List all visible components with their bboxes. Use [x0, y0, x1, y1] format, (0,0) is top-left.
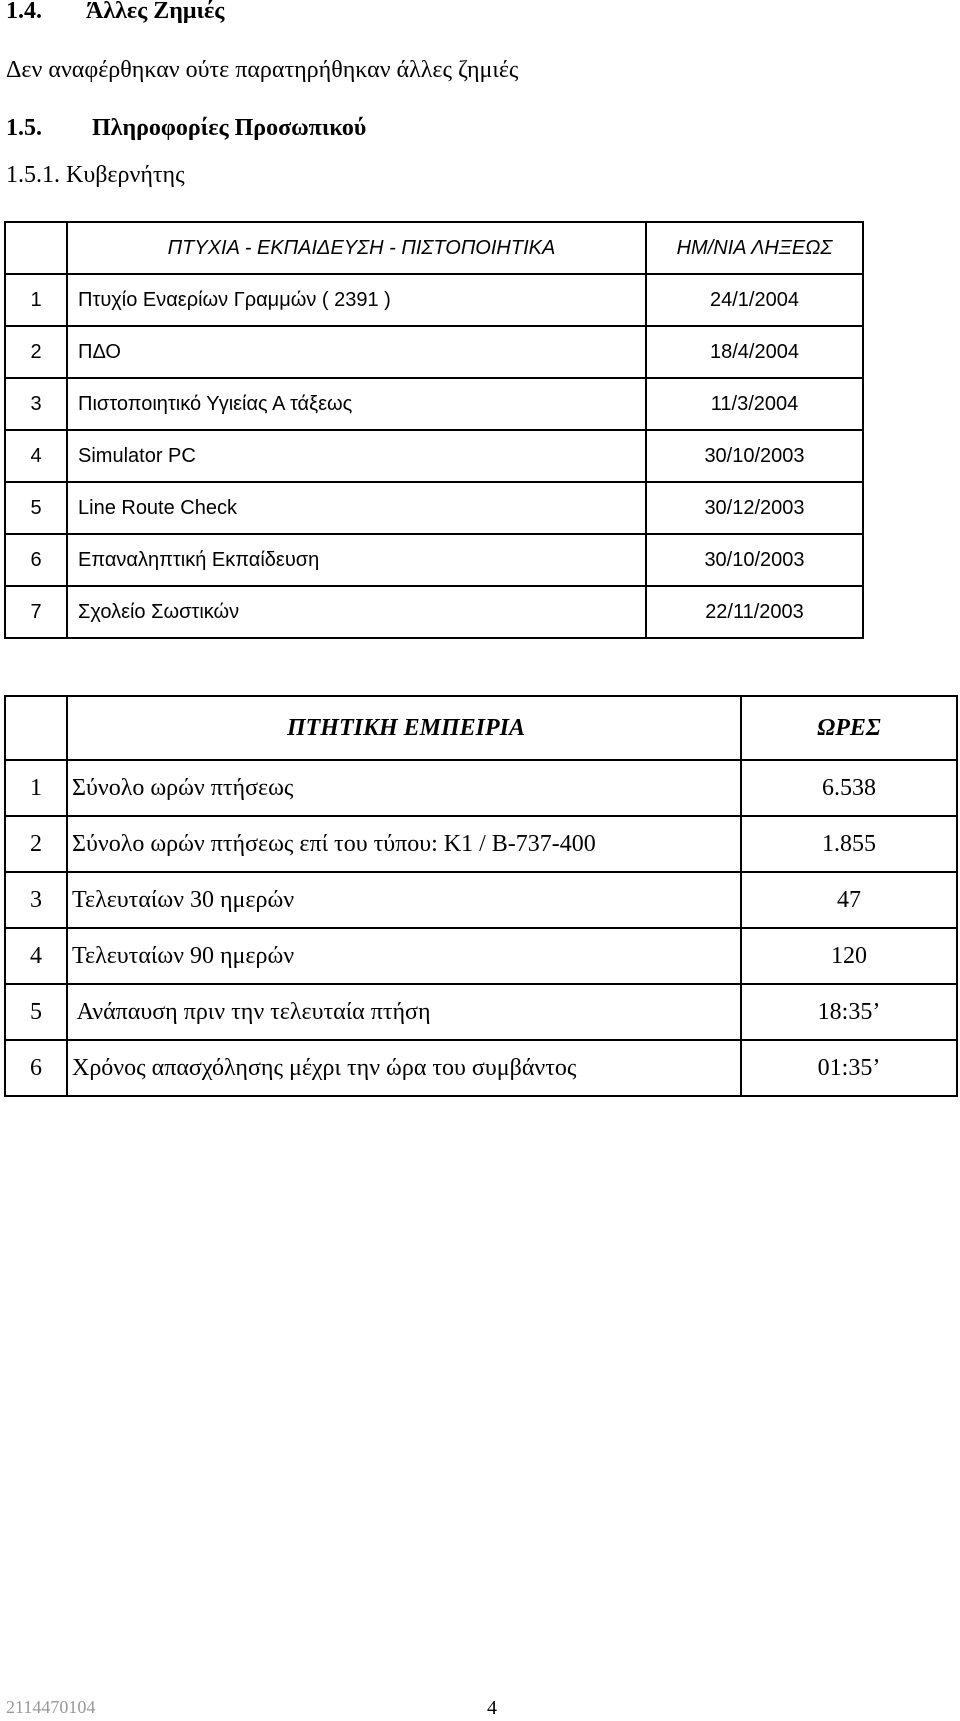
section-1-5-1-heading — [6, 162, 185, 189]
row-num: 5 — [5, 984, 67, 1040]
header-num-cell — [5, 696, 67, 760]
table-row — [5, 326, 863, 378]
header-name-cell: ΠΤΥΧΙΑ - ΕΚΠΑΙΔΕΥΣΗ - ΠΙΣΤΟΠΟΙΗΤΙΚΑ — [67, 222, 646, 274]
section-1-4-text: Δεν αναφέρθηκαν ούτε παρατηρήθηκαν άλλες ζημιές — [6, 57, 519, 83]
header-num-cell — [5, 222, 67, 274]
table-row — [5, 378, 863, 430]
row-name: Τελευταίων 90 ημερών — [67, 928, 741, 984]
row-name: Πτυχίο Εναερίων Γραμμών ( 2391 ) — [67, 274, 646, 326]
row-date: 30/10/2003 — [646, 430, 863, 482]
row-num: 1 — [5, 760, 67, 816]
section-number: 1.5. — [6, 115, 42, 141]
certificates-table — [4, 221, 864, 639]
row-hours: 120 — [741, 928, 957, 984]
row-name: Simulator PC — [67, 430, 646, 482]
footer-doc-id: 2114470104 — [6, 1697, 96, 1717]
row-name: Ανάπαυση πριν την τελευταία πτήση — [67, 984, 741, 1040]
table-row — [5, 534, 863, 586]
table-row — [5, 1040, 957, 1096]
table-header-row — [5, 222, 863, 274]
row-hours: 01:35’ — [741, 1040, 957, 1096]
header-hours-cell: ΩΡΕΣ — [741, 696, 957, 760]
row-name: ΠΔΟ — [67, 326, 646, 378]
row-name: Line Route Check — [67, 482, 646, 534]
row-name: Πιστοποιητικό Υγιείας Α τάξεως — [67, 378, 646, 430]
flight-experience-table — [4, 695, 958, 1097]
row-hours: 47 — [741, 872, 957, 928]
row-num: 2 — [5, 816, 67, 872]
section-number: 1.4. — [6, 0, 42, 24]
header-date-cell: ΗΜ/ΝΙΑ ΛΗΞΕΩΣ — [646, 222, 863, 274]
table-row — [5, 274, 863, 326]
table-row — [5, 872, 957, 928]
row-num: 4 — [5, 928, 67, 984]
row-num: 2 — [5, 326, 67, 378]
row-date: 11/3/2004 — [646, 378, 863, 430]
footer-page-number: 4 — [487, 1697, 497, 1719]
row-hours: 6.538 — [741, 760, 957, 816]
row-name: Χρόνος απασχόλησης μέχρι την ώρα του συμβάντος — [67, 1040, 741, 1096]
row-date: 30/10/2003 — [646, 534, 863, 586]
row-name: Σχολείο Σωστικών — [67, 586, 646, 638]
row-date: 18/4/2004 — [646, 326, 863, 378]
table-row — [5, 430, 863, 482]
row-num: 7 — [5, 586, 67, 638]
row-num: 4 — [5, 430, 67, 482]
row-name: Επαναληπτική Εκπαίδευση — [67, 534, 646, 586]
table-row — [5, 586, 863, 638]
row-date: 24/1/2004 — [646, 274, 863, 326]
row-name: Σύνολο ωρών πτήσεως επί του τύπου: Κ1 / Β-737-400 — [67, 816, 741, 872]
row-num: 1 — [5, 274, 67, 326]
section-1-4-heading — [6, 0, 224, 25]
row-num: 6 — [5, 1040, 67, 1096]
header-name-cell: ΠΤΗΤΙΚΗ ΕΜΠΕΙΡΙΑ — [67, 696, 741, 760]
row-num: 6 — [5, 534, 67, 586]
row-num: 3 — [5, 872, 67, 928]
row-name: Σύνολο ωρών πτήσεως — [67, 760, 741, 816]
row-date: 22/11/2003 — [646, 586, 863, 638]
section-title: Κυβερνήτης — [66, 162, 185, 188]
section-1-5-heading — [6, 115, 366, 142]
row-num: 5 — [5, 482, 67, 534]
section-title: Πληροφορίες Προσωπικού — [92, 115, 367, 141]
row-hours: 1.855 — [741, 816, 957, 872]
table-row — [5, 816, 957, 872]
section-title: Άλλες Ζημιές — [86, 0, 225, 24]
table-row — [5, 984, 957, 1040]
row-name: Τελευταίων 30 ημερών — [67, 872, 741, 928]
row-num: 3 — [5, 378, 67, 430]
row-date: 30/12/2003 — [646, 482, 863, 534]
table-row — [5, 928, 957, 984]
table-header-row — [5, 696, 957, 760]
section-number: 1.5.1. — [6, 162, 60, 188]
table-row — [5, 482, 863, 534]
table-row — [5, 760, 957, 816]
row-hours: 18:35’ — [741, 984, 957, 1040]
